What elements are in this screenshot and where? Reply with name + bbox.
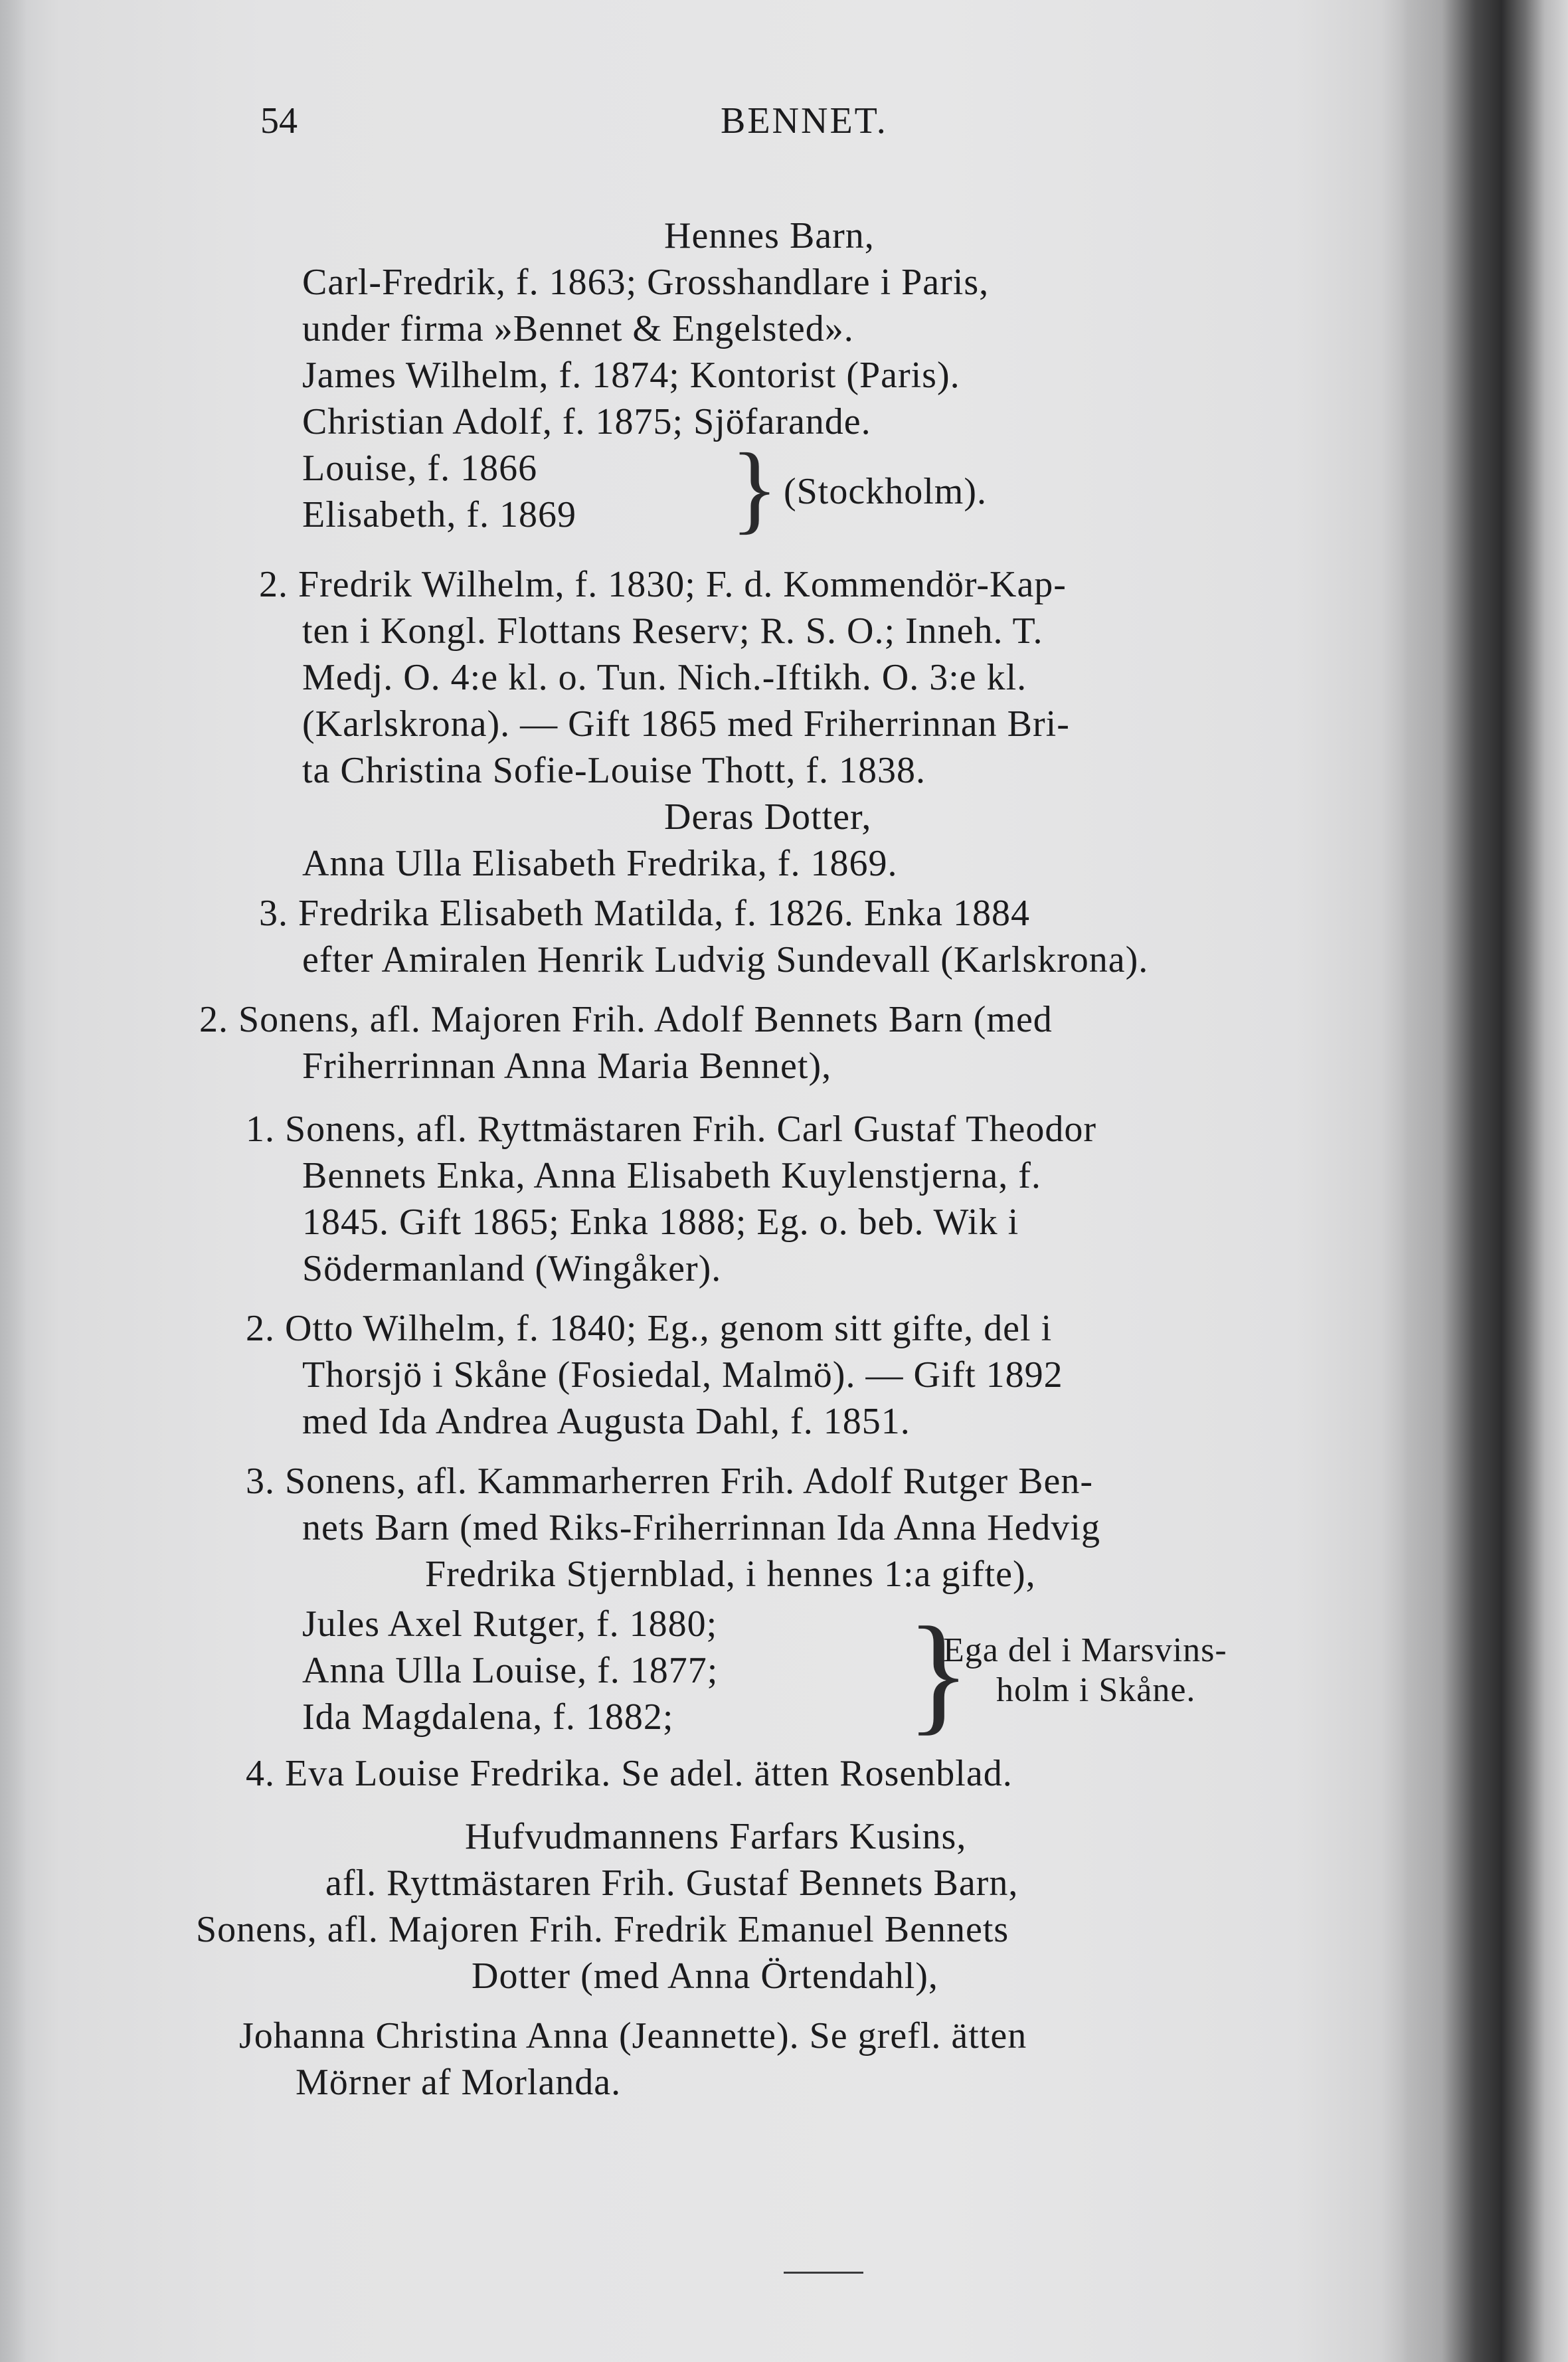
text-line: 3. Sonens, afl. Kammarherren Frih. Adolf Rutger Ben- — [246, 1461, 1093, 1502]
text-line: 3. Fredrika Elisabeth Matilda, f. 1826. Enka 1884 — [259, 893, 1030, 934]
text-line: Sonens, afl. Majoren Frih. Fredrik Emanuel Bennets — [196, 1909, 1009, 1950]
text-line: Hennes Barn, — [664, 215, 875, 256]
text-line: Louise, f. 1866 — [302, 448, 538, 489]
text-line: Carl-Fredrik, f. 1863; Grosshandlare i Paris, — [302, 262, 990, 303]
text-line: Hufvudmannens Farfars Kusins, — [465, 1816, 967, 1857]
text-line: Friherrinnan Anna Maria Bennet), — [302, 1045, 832, 1087]
text-line: Södermanland (Wingåker). — [302, 1248, 722, 1289]
text-line: ta Christina Sofie-Louise Thott, f. 1838. — [302, 750, 926, 791]
page-number: 54 — [260, 100, 298, 141]
text-line: 1. Sonens, afl. Ryttmästaren Frih. Carl Gustaf Theodor — [246, 1109, 1096, 1150]
text-line: Ida Magdalena, f. 1882; — [302, 1696, 674, 1738]
text-line: Deras Dotter, — [664, 796, 872, 838]
running-title: BENNET. — [721, 100, 888, 141]
text-line: Bennets Enka, Anna Elisabeth Kuylenstjerna, f. — [302, 1155, 1041, 1196]
page-left-edge-shadow — [0, 0, 27, 2362]
text-line: Jules Axel Rutger, f. 1880; — [302, 1603, 718, 1645]
text-line: afl. Ryttmästaren Frih. Gustaf Bennets Barn, — [325, 1862, 1019, 1904]
text-line: under firma »Bennet & Engelsted». — [302, 308, 854, 349]
text-line: 1845. Gift 1865; Enka 1888; Eg. o. beb. Wik i — [302, 1202, 1019, 1243]
text-line: Fredrika Stjernblad, i hennes 1:a gifte), — [425, 1554, 1036, 1595]
text-line: 2. Fredrik Wilhelm, f. 1830; F. d. Kommendör-Kap- — [259, 564, 1067, 605]
text-line: ten i Kongl. Flottans Reserv; R. S. O.; Inneh. T. — [302, 610, 1043, 652]
text-line: Johanna Christina Anna (Jeannette). Se grefl. ätten — [239, 2015, 1027, 2056]
text-line: 4. Eva Louise Fredrika. Se adel. ätten Rosenblad. — [246, 1753, 1013, 1794]
text-line: (Stockholm). — [784, 471, 987, 512]
brace-glyph: } — [731, 433, 778, 543]
text-line: Anna Ulla Louise, f. 1877; — [302, 1650, 719, 1691]
text-line: 2. Otto Wilhelm, f. 1840; Eg., genom sitt gifte, del i — [246, 1308, 1053, 1349]
text-line: nets Barn (med Riks-Friherrinnan Ida Anna Hedvig — [302, 1507, 1100, 1548]
text-line: Dotter (med Anna Örtendahl), — [472, 1955, 938, 1997]
text-line: (Karlskrona). — Gift 1865 med Friherrinnan Bri- — [302, 703, 1070, 745]
brace-glyph: } — [907, 1600, 970, 1747]
text-line: Christian Adolf, f. 1875; Sjöfarande. — [302, 401, 871, 442]
text-line: holm i Skåne. — [996, 1671, 1196, 1709]
end-rule — [784, 2272, 863, 2274]
text-line: Ega del i Marsvins- — [943, 1631, 1227, 1669]
text-line: 2. Sonens, afl. Majoren Frih. Adolf Bennets Barn (med — [199, 999, 1053, 1040]
text-line: James Wilhelm, f. 1874; Kontorist (Paris). — [302, 355, 960, 396]
text-line: Medj. O. 4:e kl. o. Tun. Nich.-Iftikh. O. 3:e kl. — [302, 657, 1027, 698]
text-line: Mörner af Morlanda. — [296, 2062, 622, 2103]
text-line: Anna Ulla Elisabeth Fredrika, f. 1869. — [302, 843, 898, 884]
text-line: med Ida Andrea Augusta Dahl, f. 1851. — [302, 1401, 911, 1442]
text-line: Elisabeth, f. 1869 — [302, 494, 577, 535]
book-binding-shadow — [1402, 0, 1568, 2362]
text-line: efter Amiralen Henrik Ludvig Sundevall (Karlskrona). — [302, 939, 1149, 980]
text-line: Thorsjö i Skåne (Fosiedal, Malmö). — Gift 1892 — [302, 1354, 1063, 1396]
